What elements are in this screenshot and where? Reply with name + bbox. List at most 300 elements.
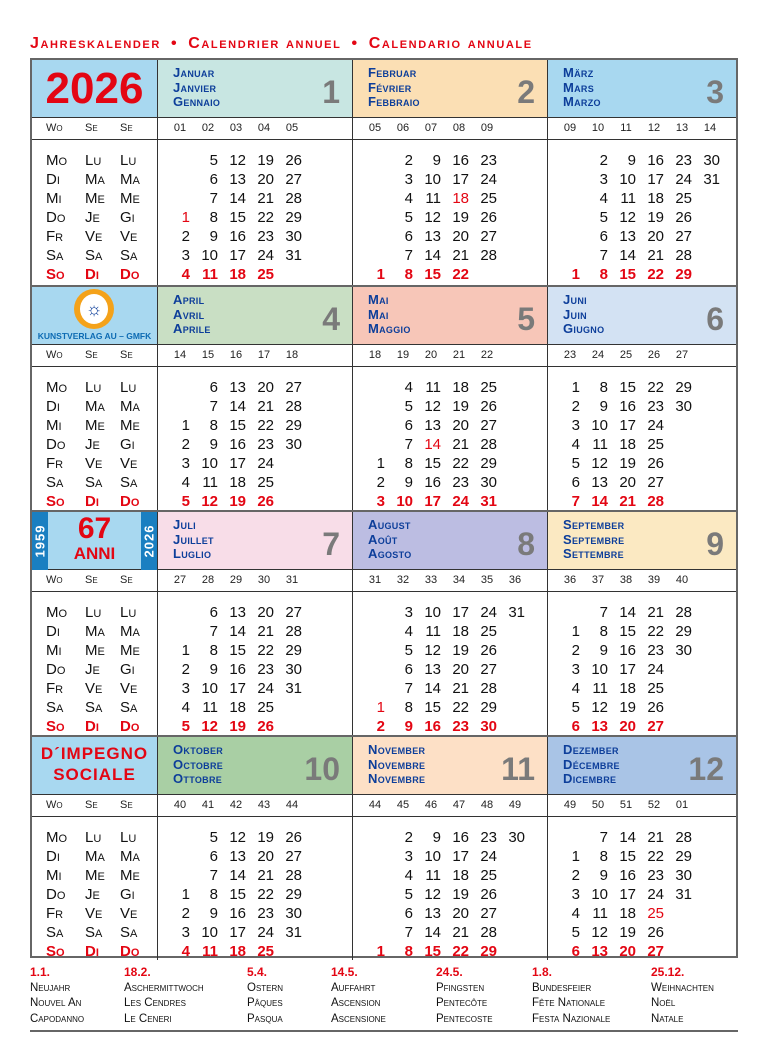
day-cell: 4 (571, 680, 580, 697)
weekday-it: Ve (120, 905, 138, 922)
weekday-it: Do (120, 943, 140, 960)
day-cell: 23 (647, 642, 664, 659)
day-cell: 3 (571, 886, 580, 903)
month-name: Octobre (173, 756, 224, 772)
weekday-de: Fr (46, 680, 64, 697)
day-cell: 21 (452, 436, 469, 453)
month-name: August (368, 517, 411, 532)
month-number: 10 (304, 751, 340, 787)
day-cell: 11 (425, 623, 441, 640)
week-number: 52 (647, 799, 661, 811)
month-header (158, 737, 352, 795)
month-1 (157, 60, 352, 285)
weekday-it: Sa (120, 474, 138, 491)
day-cell: 4 (181, 699, 190, 716)
week-number: 49 (508, 799, 522, 811)
week-number: 09 (563, 122, 577, 134)
day-cell: 27 (480, 661, 497, 678)
day-cell: 8 (209, 209, 218, 226)
day-cell: 5 (404, 886, 413, 903)
day-cell: 24 (257, 455, 274, 472)
holiday-name: Neujahr (30, 981, 71, 994)
day-cell: 12 (591, 924, 608, 941)
day-cell: 1 (376, 455, 385, 472)
title-de: Jahreskalender (30, 35, 161, 52)
day-cell: 22 (257, 417, 274, 434)
weekday-de: Mo (46, 829, 68, 846)
week-number: 22 (480, 349, 494, 361)
week-numbers (353, 118, 547, 140)
week-number: 36 (563, 574, 577, 586)
day-cell: 26 (647, 455, 664, 472)
day-cell: 4 (404, 190, 413, 207)
weekday-fr: Me (85, 190, 105, 207)
publisher-name: KUNSTVERLAG AU – GMFK (37, 331, 152, 341)
week-numbers (548, 118, 736, 140)
day-cell: 12 (424, 642, 441, 659)
month-names (173, 66, 220, 110)
week-label: Wo (46, 574, 63, 586)
day-cell: 10 (424, 848, 441, 865)
day-cell: 27 (647, 474, 664, 491)
day-cell: 26 (480, 209, 497, 226)
week-number: 29 (229, 574, 243, 586)
day-cell: 24 (257, 680, 274, 697)
week-number: 36 (508, 574, 522, 586)
day-cell: 28 (675, 829, 692, 846)
week-number: 49 (563, 799, 577, 811)
holiday-entry (651, 965, 714, 1027)
weekday-de: So (46, 718, 65, 735)
day-cell: 9 (209, 905, 218, 922)
month-names (173, 293, 211, 337)
day-cell: 25 (675, 190, 692, 207)
day-cell: 28 (480, 680, 497, 697)
weekday-fr: Di (85, 718, 99, 735)
day-cell: 29 (285, 209, 302, 226)
day-cell: 2 (404, 829, 413, 846)
day-cell: 25 (647, 905, 664, 922)
day-cell: 14 (424, 247, 441, 264)
day-cell: 28 (647, 493, 664, 510)
weekday-fr: Sa (85, 924, 103, 941)
day-cell: 4 (181, 943, 190, 960)
weekday-fr: Lu (85, 152, 102, 169)
day-cell: 3 (376, 493, 385, 510)
month-7 (157, 512, 352, 735)
day-cell: 21 (647, 247, 664, 264)
day-cell: 13 (229, 171, 246, 188)
day-cell: 31 (480, 493, 497, 510)
week-number: 02 (201, 122, 215, 134)
week-number: 09 (480, 122, 494, 134)
day-cell: 7 (209, 623, 218, 640)
week-number: 45 (396, 799, 410, 811)
day-cell: 11 (425, 867, 441, 884)
month-header (158, 287, 352, 345)
month-name: Avril (173, 306, 205, 322)
month-name: März (563, 65, 594, 80)
weekday-it: Me (120, 190, 140, 207)
holiday-name: Le Ceneri (124, 1012, 172, 1025)
week-numbers (548, 570, 736, 592)
day-cell: 12 (424, 886, 441, 903)
weekday-de: Mo (46, 152, 68, 169)
day-cell: 23 (647, 867, 664, 884)
holiday-name: Ascensione (331, 1012, 386, 1025)
weekday-fr: Je (85, 209, 100, 226)
week-number: 26 (647, 349, 661, 361)
holiday-name: Pentecôte (436, 997, 488, 1009)
weekday-de: Do (46, 886, 66, 903)
month-header (548, 737, 736, 795)
month-name: Dicembre (563, 771, 617, 786)
day-cell: 17 (452, 604, 469, 621)
weekday-fr: Ma (85, 398, 105, 415)
day-cell: 26 (480, 398, 497, 415)
month-number: 2 (517, 74, 535, 110)
day-cell: 31 (508, 604, 525, 621)
month-name: Juin (563, 306, 587, 322)
day-cell: 1 (571, 266, 580, 283)
day-cell: 3 (404, 604, 413, 621)
week-number: 25 (619, 349, 633, 361)
day-cell: 13 (591, 718, 608, 735)
anniversary-label: ANNI (73, 544, 116, 563)
day-cell: 3 (181, 924, 190, 941)
weekday-it: Sa (120, 699, 138, 716)
holiday-entry (532, 965, 610, 1027)
day-cell: 17 (424, 493, 441, 510)
day-cell: 6 (571, 943, 580, 960)
corner-header (32, 60, 157, 118)
day-cell: 26 (480, 886, 497, 903)
day-cell: 26 (285, 152, 302, 169)
day-cell: 31 (703, 171, 720, 188)
day-cell: 23 (257, 905, 274, 922)
day-cell: 13 (424, 905, 441, 922)
weekday-it: Sa (120, 247, 138, 264)
month-name: Maggio (368, 321, 411, 336)
anniversary-end-year: 2026 (141, 512, 157, 570)
day-cell: 10 (201, 455, 218, 472)
day-cell: 26 (257, 493, 274, 510)
day-cell: 4 (181, 474, 190, 491)
month-header (353, 737, 547, 795)
week-number: 42 (229, 799, 243, 811)
day-cell: 17 (229, 680, 246, 697)
week-numbers (548, 345, 736, 367)
weekday-legend-header (32, 118, 157, 140)
day-cell: 19 (619, 699, 636, 716)
month-name: Aprile (173, 321, 211, 336)
day-cell: 22 (647, 848, 664, 865)
holiday-name: Fête Nationale (532, 997, 606, 1009)
day-cell: 9 (599, 398, 608, 415)
day-cell: 13 (424, 228, 441, 245)
day-cell: 30 (508, 829, 525, 846)
day-cell: 9 (432, 829, 441, 846)
day-cell: 3 (404, 848, 413, 865)
month-number: 4 (322, 301, 340, 337)
month-names (368, 66, 420, 110)
day-cell: 2 (571, 642, 580, 659)
week-number: 37 (591, 574, 605, 586)
day-cell: 25 (257, 266, 274, 283)
day-cell: 15 (229, 417, 246, 434)
weekday-fr: Di (85, 266, 99, 283)
day-cell: 20 (257, 604, 274, 621)
day-cell: 20 (452, 661, 469, 678)
day-cell: 28 (480, 436, 497, 453)
day-cell: 12 (424, 398, 441, 415)
month-number: 12 (688, 751, 724, 787)
weekday-it: Lu (120, 829, 137, 846)
day-cell: 14 (591, 493, 608, 510)
week-number: 03 (229, 122, 243, 134)
day-cell: 10 (424, 604, 441, 621)
day-cell: 8 (599, 623, 608, 640)
week-number: 32 (396, 574, 410, 586)
day-cell: 17 (647, 171, 664, 188)
holiday-date: 1.1. (30, 965, 51, 979)
month-names (563, 518, 624, 562)
day-cell: 9 (404, 474, 413, 491)
day-cell: 25 (257, 699, 274, 716)
week-number: 17 (257, 349, 271, 361)
day-cell: 12 (229, 152, 246, 169)
weekday-it: Lu (120, 604, 137, 621)
month-12 (547, 737, 736, 960)
day-cell: 28 (480, 247, 497, 264)
month-name: September (563, 517, 625, 532)
month-name: Janvier (173, 79, 217, 95)
month-name: Septembre (563, 531, 625, 547)
holiday-name: Noël (651, 997, 676, 1009)
week-numbers (158, 345, 352, 367)
day-cell: 12 (424, 209, 441, 226)
month-name: Marzo (563, 94, 601, 109)
day-cell: 29 (285, 886, 302, 903)
day-cell: 1 (376, 266, 385, 283)
day-cell: 19 (647, 209, 664, 226)
week-numbers (158, 570, 352, 592)
day-cell: 29 (480, 699, 497, 716)
month-names (173, 743, 223, 787)
weekday-fr: Ve (85, 680, 103, 697)
week-label-short: Se (85, 122, 98, 134)
day-cell: 4 (404, 867, 413, 884)
day-cell: 22 (257, 209, 274, 226)
week-number: 46 (424, 799, 438, 811)
day-cell: 20 (647, 228, 664, 245)
day-cell: 16 (452, 152, 469, 169)
weekday-de: Fr (46, 228, 64, 245)
day-cell: 18 (229, 266, 246, 283)
day-cell: 22 (452, 699, 469, 716)
weekday-it: Me (120, 417, 140, 434)
day-cell: 13 (591, 943, 608, 960)
weekday-it: Gi (120, 661, 135, 678)
day-cell: 17 (452, 848, 469, 865)
week-number: 47 (452, 799, 466, 811)
weekday-fr: Me (85, 642, 105, 659)
day-cell: 18 (452, 623, 469, 640)
day-cell: 22 (452, 266, 469, 283)
month-11 (352, 737, 547, 960)
day-cell: 31 (675, 886, 692, 903)
holiday-name: Pasqua (247, 1012, 283, 1025)
holiday-name: Pâques (247, 997, 283, 1009)
day-cell: 5 (599, 209, 608, 226)
calendar-row (32, 285, 736, 510)
month-6 (547, 287, 736, 510)
day-cell: 15 (229, 209, 246, 226)
day-cell: 24 (480, 848, 497, 865)
day-cell: 16 (619, 867, 636, 884)
day-cell: 5 (571, 455, 580, 472)
day-cell: 13 (229, 848, 246, 865)
day-cell: 31 (285, 247, 302, 264)
day-cell: 6 (404, 661, 413, 678)
weekday-it: Ve (120, 455, 138, 472)
weekday-fr: Me (85, 867, 105, 884)
day-cell: 3 (599, 171, 608, 188)
day-cell: 25 (480, 867, 497, 884)
day-cell: 5 (571, 924, 580, 941)
day-cell: 24 (452, 493, 469, 510)
month-9 (547, 512, 736, 735)
week-label: Wo (46, 799, 63, 811)
weekday-fr: Je (85, 436, 100, 453)
week-number: 35 (480, 574, 494, 586)
day-cell: 16 (424, 474, 441, 491)
weekday-de: Di (46, 398, 60, 415)
weekday-it: Ve (120, 680, 138, 697)
weekday-de: So (46, 493, 65, 510)
day-cell: 14 (229, 623, 246, 640)
day-cell: 16 (452, 829, 469, 846)
weekday-legend-cell (32, 60, 157, 285)
day-cell: 3 (181, 247, 190, 264)
day-cell: 8 (599, 848, 608, 865)
weekday-it: Ma (120, 623, 140, 640)
day-cell: 23 (257, 661, 274, 678)
day-cell: 4 (181, 266, 190, 283)
day-cell: 23 (480, 829, 497, 846)
day-cell: 11 (202, 266, 218, 283)
week-label-short: Se (120, 122, 133, 134)
week-number: 18 (368, 349, 382, 361)
week-number: 05 (368, 122, 382, 134)
month-names (563, 66, 601, 110)
title-separator: • (351, 35, 359, 52)
holiday-entry (331, 965, 386, 1027)
day-cell: 7 (404, 924, 413, 941)
week-numbers (353, 570, 547, 592)
month-names (563, 743, 620, 787)
week-label-short: Se (85, 799, 98, 811)
week-label-short: Se (120, 349, 133, 361)
week-number: 31 (285, 574, 299, 586)
week-number: 07 (424, 122, 438, 134)
day-cell: 20 (452, 228, 469, 245)
week-number: 43 (257, 799, 271, 811)
day-cell: 18 (229, 943, 246, 960)
weekday-it: Ma (120, 171, 140, 188)
month-5 (352, 287, 547, 510)
weekday-it: Ma (120, 398, 140, 415)
weekday-legend-cell (32, 737, 157, 960)
day-cell: 29 (480, 455, 497, 472)
day-cell: 27 (285, 379, 302, 396)
day-cell: 20 (257, 848, 274, 865)
day-cell: 13 (229, 379, 246, 396)
weekday-de: Do (46, 436, 66, 453)
holiday-name: Nouvel An (30, 997, 82, 1009)
day-cell: 15 (229, 642, 246, 659)
month-name: Février (368, 79, 412, 95)
day-cell: 30 (285, 661, 302, 678)
weekday-it: Sa (120, 924, 138, 941)
day-cell: 17 (229, 924, 246, 941)
calendar-grid (30, 58, 738, 958)
day-cell: 8 (404, 266, 413, 283)
holiday-name: Pentecoste (436, 1012, 493, 1025)
weekday-de: Do (46, 209, 66, 226)
holiday-legend (30, 962, 738, 1032)
day-cell: 14 (229, 867, 246, 884)
anniversary-start-year: 1959 (32, 512, 48, 570)
day-cell: 19 (452, 398, 469, 415)
month-names (563, 293, 604, 337)
weekday-de: Do (46, 661, 66, 678)
day-cell: 16 (424, 718, 441, 735)
day-cell: 22 (452, 943, 469, 960)
day-cell: 23 (452, 718, 469, 735)
day-cell: 20 (452, 417, 469, 434)
day-cell: 11 (620, 190, 636, 207)
day-cell: 14 (229, 190, 246, 207)
day-cell: 9 (404, 718, 413, 735)
day-cell: 17 (619, 661, 636, 678)
day-cell: 5 (181, 718, 190, 735)
weekday-de: Sa (46, 924, 64, 941)
month-name: Febbraio (368, 94, 420, 109)
day-cell: 9 (599, 642, 608, 659)
month-name: Dezember (563, 742, 619, 757)
weekday-fr: Lu (85, 829, 102, 846)
week-label: Wo (46, 122, 63, 134)
weekday-legend-cell (32, 287, 157, 510)
month-2 (352, 60, 547, 285)
week-number: 27 (173, 574, 187, 586)
day-cell: 21 (647, 829, 664, 846)
month-10 (157, 737, 352, 960)
month-number: 7 (322, 526, 340, 562)
day-cell: 6 (209, 379, 218, 396)
day-cell: 27 (285, 848, 302, 865)
holiday-name: Ascension (331, 997, 381, 1009)
day-cell: 1 (376, 699, 385, 716)
day-cell: 20 (619, 474, 636, 491)
week-number: 41 (201, 799, 215, 811)
month-number: 8 (517, 526, 535, 562)
day-cell: 11 (202, 943, 218, 960)
day-cell: 27 (647, 943, 664, 960)
month-header (353, 60, 547, 118)
month-number: 9 (706, 526, 724, 562)
